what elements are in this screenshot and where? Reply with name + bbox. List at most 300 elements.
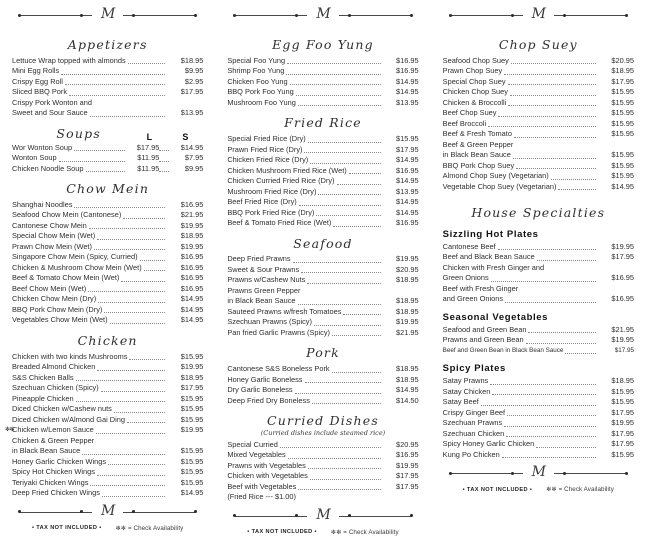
menu-item-name: Prawns Green Pepper <box>227 285 301 295</box>
menu-item-row <box>443 387 634 398</box>
monogram-icon: M <box>523 465 554 479</box>
ornament-divider-bottom-middle <box>227 503 418 529</box>
menu-item-row <box>12 415 203 426</box>
dot-leader <box>310 474 381 480</box>
section-title-chow-mein: Chow Mein <box>66 181 150 196</box>
menu-item-row <box>227 265 418 276</box>
menu-item-row <box>227 208 418 219</box>
monogram-icon: M <box>92 7 123 21</box>
dot-leader <box>94 100 165 106</box>
menu-item-row <box>12 467 203 478</box>
ornament-divider-top-middle <box>227 0 418 30</box>
dot-leader <box>121 276 165 282</box>
menu-item-name: (Fried Rice --- $1.00) <box>227 492 296 502</box>
menu-item-row <box>443 66 634 77</box>
dot-leader <box>101 386 166 392</box>
menu-item-price: $14.95 <box>396 176 419 185</box>
menu-item-row <box>443 87 634 98</box>
menu-item-name: in Black Bean Sauce <box>12 446 81 455</box>
menu-item-price: $15.95 <box>180 467 204 476</box>
menu-item-price: $16.95 <box>396 450 419 460</box>
menu-item-price: $15.95 <box>180 456 204 466</box>
dot-leader <box>528 327 596 333</box>
menu-item-price: $19.95 <box>180 425 204 434</box>
menu-item-price: $16.95 <box>396 66 419 76</box>
menu-item-name: Crispy Ginger Beef <box>442 407 506 417</box>
availability-note: ✻✻ = Check Availability <box>330 528 399 536</box>
menu-item-name: Chicken Chop Suey <box>442 87 508 97</box>
footer-notes-right <box>443 486 634 499</box>
menu-item-price: $17.95 <box>396 471 419 481</box>
availability-note: ✻✻ = Check Availability <box>115 524 184 532</box>
menu-item-row <box>443 284 634 295</box>
menu-item-name: in Black Bean Sauce <box>442 150 511 160</box>
divider-dot <box>80 14 83 17</box>
menu-item-price: $16.95 <box>180 273 204 283</box>
dot-leader <box>488 121 596 127</box>
menu-item-price: $17.95 <box>611 76 634 86</box>
menu-item-name: Beef with Vegetables <box>227 481 297 491</box>
menu-item-name: Beef with Fresh Ginger <box>442 283 519 293</box>
menu-item-price: $20.95 <box>396 264 419 274</box>
dot-leader <box>314 320 381 326</box>
dot-leader <box>333 221 380 227</box>
menu-item-name: Vegetables Chow Mein (Wet) <box>12 315 108 325</box>
menu-item-row <box>227 166 418 177</box>
menu-item-row <box>443 439 634 450</box>
section-items-spicy-plates <box>443 376 634 460</box>
dot-leader <box>108 459 165 465</box>
monogram-icon: M <box>92 504 123 518</box>
menu-item-row <box>227 56 418 67</box>
menu-item-name: Chicken Mushroom Fried Rice (Wet) <box>227 165 347 175</box>
menu-item-price: $15.95 <box>180 404 204 413</box>
menu-item-name: Satay Chicken <box>442 386 491 396</box>
menu-item-row <box>227 176 418 187</box>
menu-item-row <box>443 429 634 440</box>
menu-item-row <box>12 87 203 98</box>
section-items-sizzling-hot-plates <box>443 242 634 305</box>
menu-item-name: Deep Fried Chicken Wings <box>12 488 100 497</box>
dot-leader <box>298 495 381 501</box>
menu-item-price: $15.95 <box>611 171 634 181</box>
ornament-divider-bottom-left <box>12 499 203 525</box>
dot-leader <box>492 389 596 395</box>
menu-item-price: $15.95 <box>611 118 634 128</box>
menu-item-row <box>12 164 203 175</box>
divider-dot <box>511 472 514 475</box>
menu-item-name: Honey Garlic Chicken Wings <box>12 456 107 466</box>
menu-item-name: Beef and Black Bean Sauce <box>442 252 535 261</box>
menu-item-price: $15.95 <box>611 449 634 459</box>
menu-item-price: $13.95 <box>180 108 204 118</box>
section-items-chicken <box>5 351 204 499</box>
menu-item-row <box>227 187 418 198</box>
menu-item-price: $17.95 <box>614 346 634 354</box>
divider-dot <box>132 510 135 513</box>
menu-item-row <box>12 436 203 447</box>
monogram-icon: M <box>523 7 554 21</box>
menu-item-name: Chicken Foo Yung <box>227 76 288 86</box>
menu-item-price: $17.95 <box>611 407 634 417</box>
menu-item-price: $18.95 <box>611 376 634 385</box>
dot-leader <box>86 166 126 172</box>
monogram-icon: M <box>307 7 338 21</box>
menu-item-name: Shanghai Noodles <box>12 199 73 209</box>
dot-leader <box>510 90 596 96</box>
dot-leader <box>296 90 381 96</box>
divider-dot <box>194 14 197 17</box>
menu-item-name: BBQ Pork Chop Suey <box>442 160 515 170</box>
menu-item-row <box>443 108 634 119</box>
menu-item-price-large: $11.95 <box>137 153 160 162</box>
menu-item-name: Beef & Tomato Fried Rice (Wet) <box>227 218 332 227</box>
menu-item-row <box>227 275 418 286</box>
menu-item-row <box>227 396 418 407</box>
dot-leader <box>295 388 381 394</box>
section-title-chicken: Chicken <box>77 332 138 348</box>
tax-note: • TAX NOT INCLUDED • <box>247 529 317 536</box>
dot-leader <box>301 267 380 273</box>
tax-note: • TAX NOT INCLUDED • <box>462 486 533 493</box>
menu-item-name: Szechuan Chicken <box>442 428 505 438</box>
divider-dot <box>18 14 21 17</box>
menu-item-row <box>12 242 203 253</box>
menu-item-price: $21.95 <box>180 210 204 220</box>
dot-leader <box>307 278 380 284</box>
menu-item-name: Deep Fried Dry Boneless <box>227 395 310 405</box>
dot-leader <box>286 69 380 75</box>
dot-leader <box>514 132 596 138</box>
menu-item-name: Chicken with two kinds Mushrooms <box>12 351 128 361</box>
dot-leader <box>504 421 596 427</box>
menu-item-row <box>12 273 203 284</box>
dot-leader <box>96 428 166 434</box>
menu-item-row <box>443 450 634 461</box>
dot-leader <box>506 431 596 437</box>
menu-item-row <box>443 273 634 284</box>
menu-item-row <box>227 254 418 265</box>
menu-item-row <box>227 482 418 493</box>
dot-leader <box>305 377 381 383</box>
section-title-egg-foo-yung: Egg Foo Yung <box>272 37 374 52</box>
menu-item-name: Beef Fried Rice (Dry) <box>227 197 297 206</box>
menu-item-row <box>227 87 418 98</box>
menu-item-price: $15.95 <box>180 446 204 455</box>
menu-item-row <box>443 252 634 263</box>
dot-leader <box>290 79 381 85</box>
menu-item-name: Chicken w/Lemon Sauce <box>12 425 94 434</box>
menu-item-name: Spicy Honey Garlic Chicken <box>442 439 535 448</box>
menu-item-price: $18.95 <box>396 306 419 316</box>
menu-item-price: $20.95 <box>396 439 419 449</box>
menu-item-name: Crispy Egg Roll <box>12 76 63 86</box>
menu-item-row <box>443 294 634 305</box>
menu-item-price: $19.95 <box>611 418 634 427</box>
menu-item-price: $15.95 <box>180 414 204 424</box>
menu-item-price: $19.95 <box>180 241 204 251</box>
menu-item-row <box>227 317 418 328</box>
dot-leader <box>280 442 381 448</box>
section-title-chop-suey: Chop Suey <box>498 37 578 52</box>
menu-item-price: $18.95 <box>611 66 634 76</box>
menu-item-name: Prawn Chow Mein (Wet) <box>12 241 92 251</box>
section-title-pork: Pork <box>306 345 340 361</box>
dot-leader <box>98 297 165 303</box>
soups-size-headers <box>131 132 203 142</box>
menu-item-row <box>227 77 418 88</box>
divider-dot <box>511 14 514 17</box>
dot-leader <box>90 111 166 117</box>
menu-item-name: Wonton Soup <box>12 153 57 162</box>
dot-leader <box>551 174 596 180</box>
menu-item-price: $17.95 <box>611 439 634 448</box>
menu-item-price: $14.50 <box>396 395 419 405</box>
menu-item-row <box>227 307 418 318</box>
menu-item-price-large: $17.95 <box>136 142 160 152</box>
menu-item-price: $14.95 <box>396 207 419 217</box>
divider-dot <box>194 510 197 513</box>
menu-item-row <box>443 150 634 161</box>
menu-item-row <box>443 140 634 151</box>
menu-item-row <box>12 478 203 489</box>
menu-item-row <box>443 418 634 429</box>
menu-item-name: Prawns with Vegetables <box>227 460 306 470</box>
menu-item-row <box>227 440 418 451</box>
menu-item-name: Special Fried Rice (Dry) <box>227 134 306 143</box>
menu-item-price: $13.95 <box>396 97 419 107</box>
dot-leader <box>90 480 165 486</box>
ornament-divider-top-left <box>12 0 203 30</box>
menu-item-name: Special Chop Suey <box>442 76 506 86</box>
spacer <box>443 356 634 358</box>
dot-leader <box>316 210 380 216</box>
section-title-house-specialties: House Specialties <box>471 204 606 220</box>
menu-item-name: Wor Wonton Soup <box>12 142 73 152</box>
menu-item-row <box>12 305 203 316</box>
dot-leader <box>123 213 165 219</box>
menu-item-name: BBQ Pork Fried Rice (Dry) <box>227 207 315 217</box>
footer-notes-middle <box>227 529 418 542</box>
menu-item-name: S&S Chicken Balls <box>12 372 74 382</box>
menu-item-row <box>443 161 634 172</box>
menu-item-row <box>443 77 634 88</box>
menu-item-name: Szechuan Prawns (Spicy) <box>227 317 312 327</box>
menu-item-price: $16.95 <box>396 165 419 175</box>
menu-item-price-small: $7.95 <box>184 153 204 162</box>
menu-item-price: $18.95 <box>396 364 419 373</box>
menu-item-name: Almond Chop Suey (Vegetarian) <box>442 171 549 181</box>
menu-column-right <box>431 0 646 499</box>
menu-item-row <box>227 155 418 166</box>
menu-item-price: $20.95 <box>611 55 634 65</box>
menu-item-name: Spicy Hot Chicken Wings <box>12 467 95 476</box>
menu-item-price: $21.95 <box>611 324 634 334</box>
menu-item-name: in Black Bean Sauce <box>227 296 296 306</box>
menu-item-row <box>227 492 418 503</box>
divider-dot <box>563 14 566 17</box>
menu-item-price: $17.95 <box>396 481 419 491</box>
subsection-title-spicy-plates: Spicy Plates <box>442 363 506 374</box>
menu-item-row <box>12 352 203 363</box>
section-items-chow-mein <box>12 200 203 326</box>
menu-item-row <box>227 98 418 109</box>
menu-item-price: $15.95 <box>180 477 204 487</box>
dot-leader <box>337 179 381 185</box>
menu-item-price: $16.95 <box>611 294 634 303</box>
menu-item-price: $14.95 <box>396 87 419 97</box>
menu-item-price: $14.95 <box>180 304 204 314</box>
divider-dot <box>18 510 21 513</box>
menu-item-price: $15.95 <box>611 87 634 97</box>
dot-leader <box>65 79 165 85</box>
menu-item-row <box>443 129 634 140</box>
menu-item-name: Prawn Chop Suey <box>442 66 503 76</box>
menu-item-name: Beef and Green Bean in Black Bean Sauce <box>442 346 564 354</box>
dot-leader <box>308 463 381 469</box>
menu-item-price: $14.95 <box>396 197 419 206</box>
dot-leader <box>343 309 380 315</box>
menu-item-row <box>12 210 203 221</box>
menu-item-row <box>12 488 203 499</box>
menu-item-row <box>12 252 203 263</box>
dot-leader <box>515 142 596 148</box>
menu-item-name: Szechuan Prawns <box>442 418 503 427</box>
menu-item-name: Seafood and Green Bean <box>442 324 527 334</box>
menu-item-row <box>12 77 203 88</box>
dot-leader <box>508 100 596 106</box>
menu-item-price: $18.95 <box>180 55 204 65</box>
footer-notes-left <box>12 525 203 538</box>
dot-leader <box>526 338 596 344</box>
menu-item-name: Chicken Chow Mein (Dry) <box>12 294 97 304</box>
dot-leader <box>502 452 596 458</box>
menu-item-row <box>443 56 634 67</box>
dot-leader <box>308 137 381 143</box>
menu-column-middle <box>215 0 430 536</box>
menu-item-row <box>12 315 203 326</box>
menu-item-name: Chicken Noodle Soup <box>12 163 84 173</box>
dot-leader <box>114 407 166 413</box>
dot-leader <box>565 348 596 354</box>
menu-item-price: $19.95 <box>180 220 204 230</box>
menu-item-price: $14.95 <box>611 181 634 191</box>
dot-leader <box>312 398 381 404</box>
dot-leader <box>332 330 381 336</box>
divider-dot <box>295 14 298 17</box>
dot-leader <box>332 367 381 373</box>
menu-item-price: $16.95 <box>611 273 634 282</box>
divider-dot <box>132 14 135 17</box>
menu-item-price-small: $9.95 <box>184 163 204 173</box>
menu-item-row <box>5 425 204 436</box>
availability-note: ✻✻ = Check Availability <box>546 486 615 493</box>
menu-item-row <box>12 394 203 405</box>
menu-item-name: Chicken Fried Rice (Dry) <box>227 155 309 164</box>
section-items-pork <box>227 364 418 406</box>
section-items-seafood <box>227 254 418 338</box>
menu-item-name: Chicken & Broccolli <box>442 97 507 107</box>
availability-marker: ✻✻ <box>5 427 15 433</box>
menu-item-name: Crispy Pork Wonton and <box>12 97 92 107</box>
section-title-seafood: Seafood <box>293 235 353 251</box>
menu-item-name: Diced Chicken w/Cashew nuts <box>12 404 112 413</box>
dot-leader <box>546 265 596 271</box>
dot-leader <box>94 244 165 250</box>
menu-item-row <box>443 376 634 387</box>
dot-leader <box>110 318 166 324</box>
menu-item-price: $14.95 <box>180 294 204 304</box>
menu-item-name: Prawns w/Cashew Nuts <box>227 275 306 285</box>
menu-item-price: $17.95 <box>611 428 634 438</box>
menu-item-price: $17.95 <box>180 383 204 392</box>
menu-item-price: $17.95 <box>611 252 634 261</box>
divider-dot <box>233 514 236 517</box>
menu-item-price: $17.95 <box>396 144 419 154</box>
menu-item-name: Honey Garlic Boneless <box>227 374 303 384</box>
menu-item-name: Mushroom Fried Rice (Dry) <box>227 186 317 196</box>
dot-leader <box>59 156 126 162</box>
menu-item-price: $15.95 <box>611 386 634 396</box>
menu-item-row <box>227 134 418 145</box>
menu-item-name: Cantonese Beef <box>442 241 496 251</box>
menu-item-price: $16.95 <box>396 218 419 227</box>
menu-item-name: Pan fried Garlic Prawns (Spicy) <box>227 327 331 337</box>
menu-item-price: $9.95 <box>184 66 204 76</box>
dot-leader <box>129 354 165 360</box>
menu-item-price-large: $11.95 <box>137 163 160 173</box>
dot-leader <box>504 69 596 75</box>
menu-item-name: Chicken with Fresh Ginger and <box>442 262 545 272</box>
menu-item-row <box>227 364 418 375</box>
menu-item-name: Lettuce Wrap topped with almonds <box>12 55 126 65</box>
menu-item-name: BBQ Pork Foo Yung <box>227 87 294 97</box>
dot-leader <box>349 168 381 174</box>
menu-item-price: $19.95 <box>396 460 419 470</box>
dot-leader <box>298 484 380 490</box>
section-items-seasonal-vegetables <box>443 325 634 357</box>
menu-item-row <box>12 108 203 119</box>
divider-dot <box>295 514 298 517</box>
section-title-fried-rice: Fried Rice <box>284 115 362 131</box>
menu-item-name: Special Chow Mein (Wet) <box>12 231 96 241</box>
section-items-appetizers <box>12 56 203 119</box>
menu-item-price: $2.95 <box>184 76 204 86</box>
dot-leader <box>144 265 166 271</box>
dot-leader <box>302 288 380 294</box>
soups-col-small: S <box>182 131 189 142</box>
dot-leader <box>481 400 596 406</box>
dot-leader <box>140 255 166 261</box>
menu-item-row <box>12 143 203 154</box>
spacer <box>443 192 634 198</box>
dot-leader <box>88 286 165 292</box>
dot-leader <box>97 470 165 476</box>
menu-item-row <box>443 182 634 193</box>
menu-item-name: Mushroom Foo Yung <box>227 97 296 107</box>
dot-leader <box>61 69 165 75</box>
section-items-chop-suey <box>443 56 634 193</box>
menu-item-name: Beef Broccoli <box>442 118 487 128</box>
menu-item-name: Satay Beef <box>442 397 479 406</box>
menu-item-row <box>227 385 418 396</box>
menu-item-row <box>443 171 634 182</box>
dot-leader <box>127 417 165 423</box>
divider-dot <box>563 472 566 475</box>
menu-item-row <box>12 446 203 457</box>
menu-item-name: Dry Garlic Boneless <box>227 385 293 394</box>
menu-item-row <box>443 325 634 336</box>
